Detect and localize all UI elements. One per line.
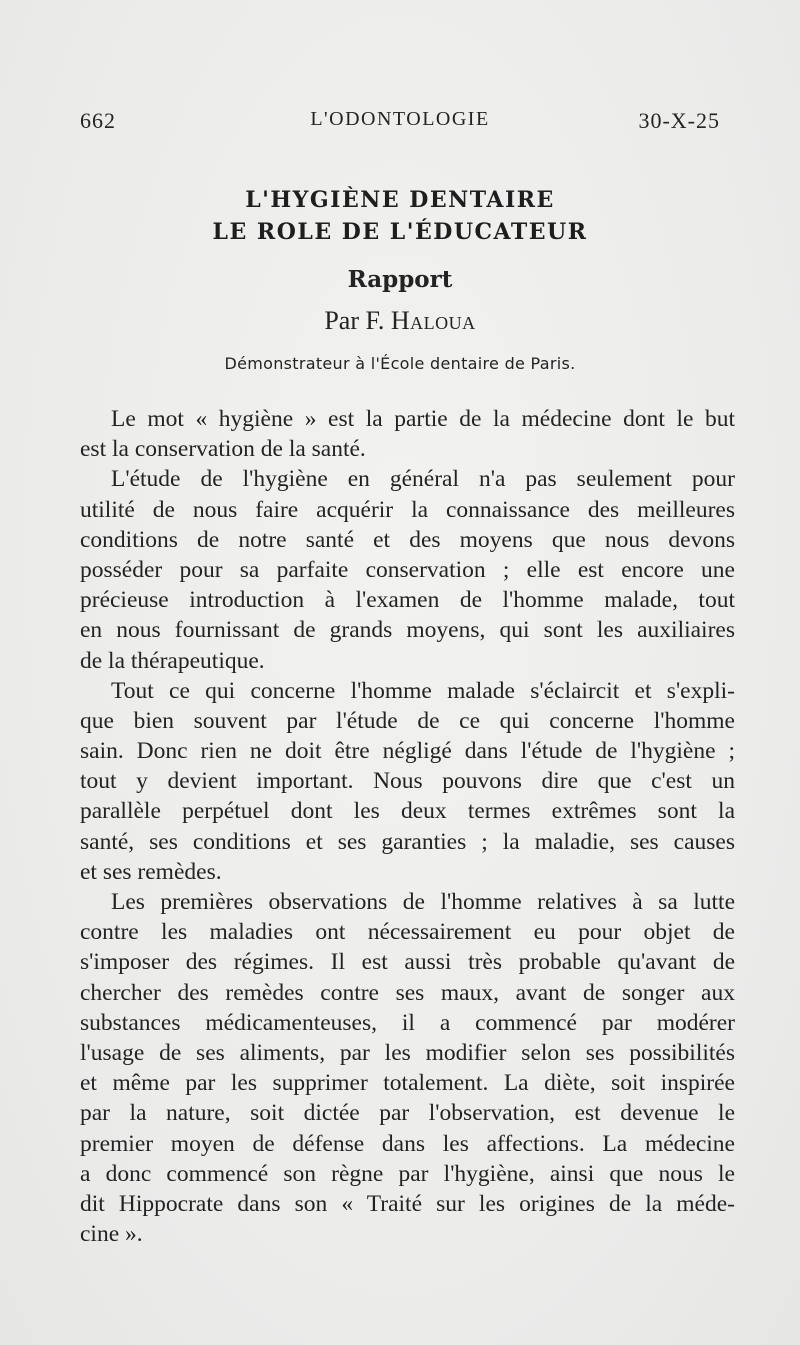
text-line: tout y devient important. Nous pouvons dire que c'est un xyxy=(80,768,735,795)
text-line: dit Hippocrate dans son « Traité sur les origines de la méde- xyxy=(80,1190,735,1217)
text-line: premier moyen de défense dans les affections. La médecine xyxy=(80,1130,735,1157)
text-line: posséder pour sa parfaite conservation ; elle est encore une xyxy=(80,556,735,583)
text-line: précieuse introduction à l'examen de l'homme malade, tout xyxy=(80,587,735,614)
journal-title: L'ODONTOLOGIE xyxy=(310,108,490,130)
text-line: sain. Donc rien ne doit être négligé dans l'étude de l'hygiène ; xyxy=(80,738,735,765)
author-name: Haloua xyxy=(390,306,476,335)
text-line: chercher des remèdes contre ses maux, avant de songer aux xyxy=(80,979,735,1006)
page-number: 662 xyxy=(80,108,116,133)
text-line: en nous fournissant de grands moyens, qui sont les auxiliaires xyxy=(80,617,735,644)
text-line: Les premières observations de l'homme relatives à sa lutte xyxy=(111,889,735,915)
text-line: parallèle perpétuel dont les deux termes extrêmes sont la xyxy=(80,798,735,825)
text-line: que bien souvent par l'étude de ce qui concerne l'homme xyxy=(80,707,735,734)
running-head xyxy=(80,108,720,138)
text-line: Tout ce qui concerne l'homme malade s'éclaircit et s'expli- xyxy=(111,677,735,704)
text-line: cine ». xyxy=(80,1221,143,1248)
text-line: conditions de notre santé et des moyens que nous devons xyxy=(80,526,735,553)
text-line: et ses remèdes. xyxy=(80,858,222,885)
article-title xyxy=(80,184,720,248)
author-prefix: Par F. xyxy=(324,306,385,335)
text-line: a donc commencé son règne par l'hygiène, ainsi que nous le xyxy=(80,1160,735,1187)
text-line: de la thérapeutique. xyxy=(80,647,265,674)
title-line-2: LE ROLE DE L'ÉDUCATEUR xyxy=(212,219,588,245)
author-affiliation: Démonstrateur à l'École dentaire de Paris. xyxy=(224,354,576,373)
text-line: et même par les supprimer totalement. La diète, soit inspirée xyxy=(80,1070,735,1097)
text-line: substances médicamenteuses, il a commencé par modérer xyxy=(80,1009,735,1036)
text-line: Le mot « hygiène » est la partie de la médecine dont le but xyxy=(111,406,735,432)
text-line: contre les maladies ont nécessairement eu pour objet de xyxy=(80,919,735,946)
text-line: l'usage de ses aliments, par les modifier selon ses possibilités xyxy=(80,1039,735,1066)
author-byline xyxy=(80,306,720,336)
article-kind: Rapport xyxy=(347,266,453,293)
issue-date: 30-X-25 xyxy=(638,108,720,133)
article-body xyxy=(80,404,735,1249)
text-line: L'étude de l'hygiène en général n'a pas seulement pour xyxy=(111,466,735,493)
text-line: utilité de nous faire acquérir la connaissance des meilleures xyxy=(80,496,735,523)
text-line: est la conservation de la santé. xyxy=(80,436,366,463)
text-line: par la nature, soit dictée par l'observation, est devenue le xyxy=(80,1100,735,1127)
text-line: s'imposer des régimes. Il est aussi très probable qu'avant de xyxy=(80,949,735,976)
text-line: santé, ses conditions et ses garanties ; la maladie, ses causes xyxy=(80,828,735,855)
title-line-1: L'HYGIÈNE DENTAIRE xyxy=(245,187,555,213)
